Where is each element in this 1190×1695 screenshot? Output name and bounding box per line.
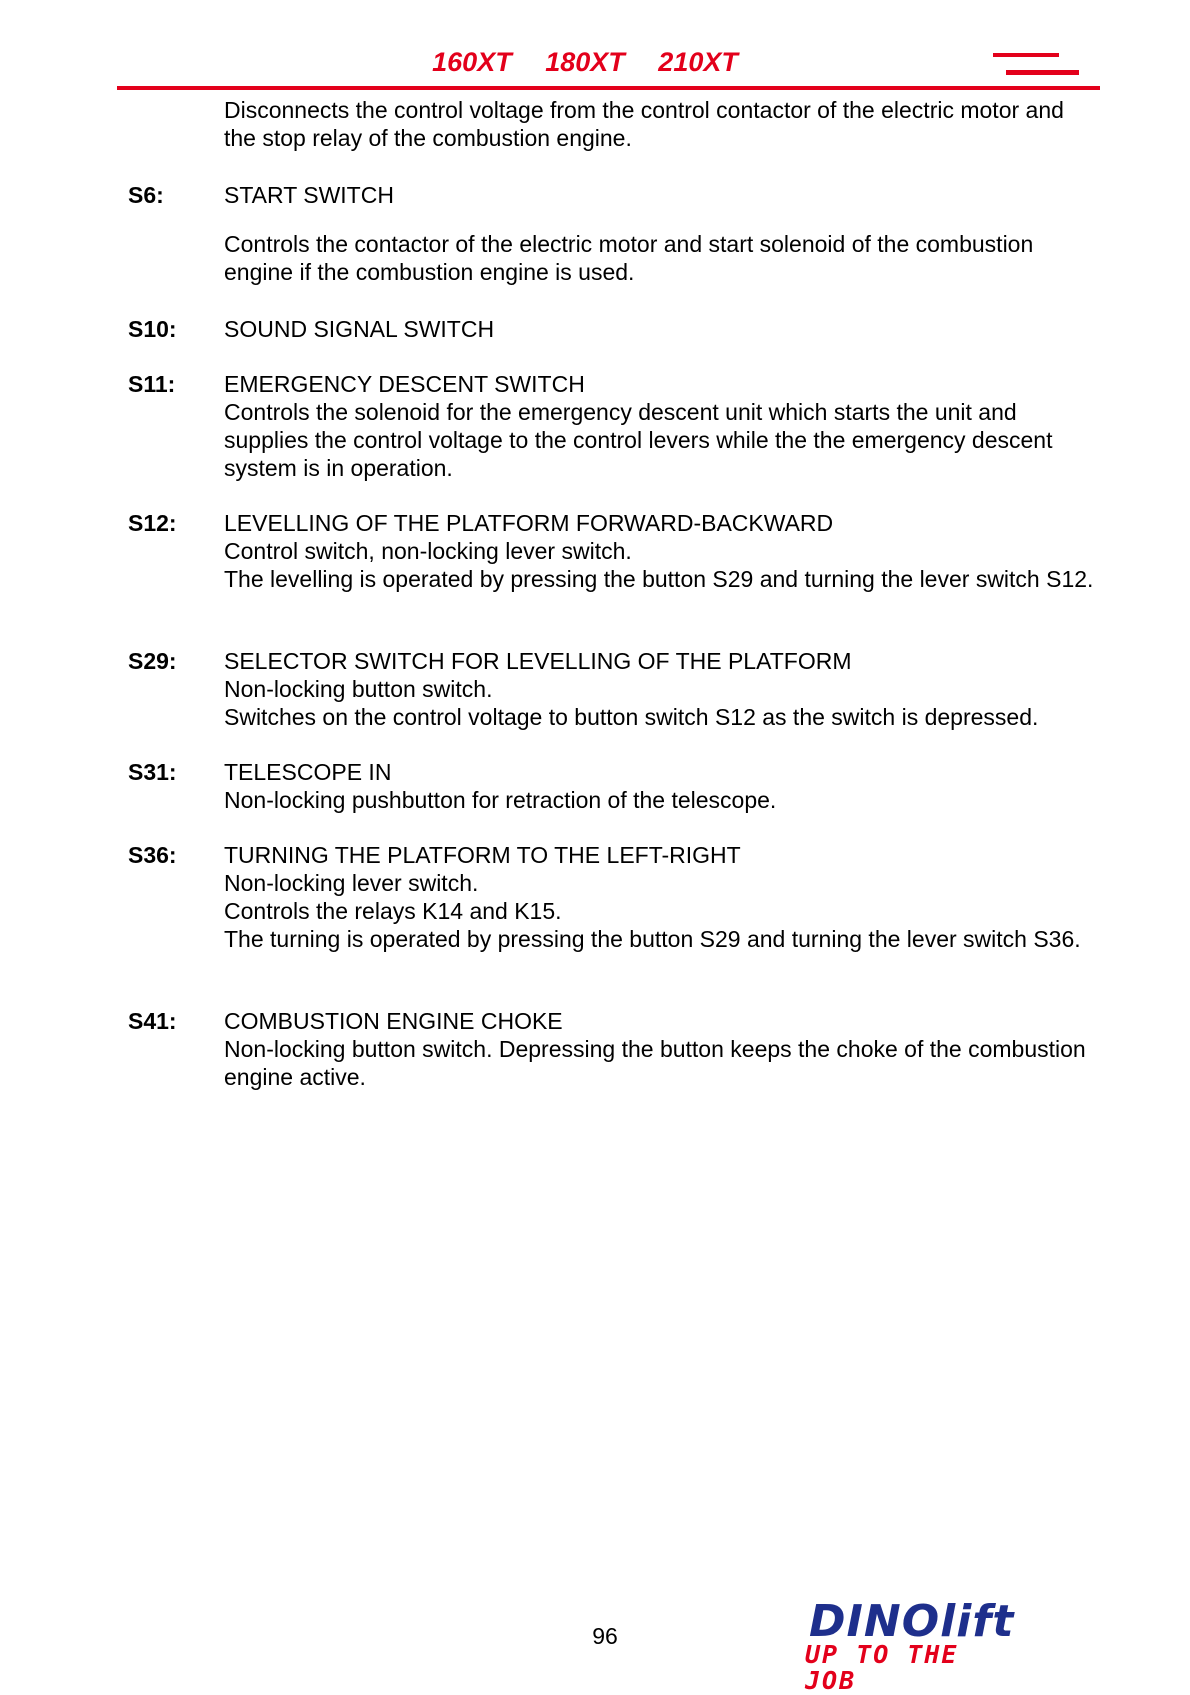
header-models [0, 47, 1170, 78]
switch-code: S36: [128, 842, 177, 868]
switch-title: COMBUSTION ENGINE CHOKE [224, 1008, 563, 1034]
switch-title: EMERGENCY DESCENT SWITCH [224, 371, 585, 397]
switch-description [224, 398, 1094, 482]
switch-code: S12: [128, 510, 177, 536]
switch-code: S29: [128, 648, 177, 674]
intro-paragraph: Disconnects the control voltage from the control contactor of the electric motor and the stop relay of the combustion engine. [224, 97, 1064, 151]
description-line: Non-locking pushbutton for retraction of the telescope. [224, 787, 777, 813]
description-line: Controls the contactor of the electric motor and start solenoid of the combustion engine if the combustion engine is used. [224, 231, 1034, 285]
page-number: 96 [592, 1623, 618, 1649]
description-line: Non-locking button switch. Depressing the button keeps the choke of the combustion engine active. [224, 1036, 1086, 1090]
switch-description [224, 869, 1094, 953]
logo-tagline: UP TO THE JOB [805, 1640, 959, 1695]
switch-description [224, 1035, 1094, 1091]
switch-title: LEVELLING OF THE PLATFORM FORWARD-BACKWARD [224, 510, 834, 536]
switch-description [224, 230, 1094, 286]
switch-title: START SWITCH [224, 182, 394, 208]
switch-code: S31: [128, 759, 177, 785]
switch-description [224, 786, 1094, 814]
description-line: Non-locking button switch. [224, 676, 493, 702]
switch-code: S41: [128, 1008, 177, 1034]
switch-title: SELECTOR SWITCH FOR LEVELLING OF THE PLATFORM [224, 648, 852, 674]
model-label: 180XT [545, 47, 625, 77]
description-line: Controls the solenoid for the emergency descent unit which starts the unit and supplies the control voltage to the control levers while the the emergency descent system is in operation. [224, 399, 1053, 481]
switch-description [224, 537, 1094, 593]
switch-code: S6: [128, 182, 164, 208]
model-label: 210XT [658, 47, 738, 77]
header-rule [117, 86, 1100, 90]
company-logo [805, 1596, 1015, 1695]
description-line: The turning is operated by pressing the button S29 and turning the lever switch S36. [224, 926, 1081, 952]
header-accent-line [993, 53, 1059, 57]
header-accent-line [1006, 70, 1079, 75]
switch-title: TELESCOPE IN [224, 759, 392, 785]
switch-title: SOUND SIGNAL SWITCH [224, 316, 495, 342]
switch-code: S11: [128, 371, 176, 397]
description-line: Controls the relays K14 and K15. [224, 898, 562, 924]
switch-description [224, 675, 1094, 731]
description-line: Control switch, non-locking lever switch. [224, 538, 632, 564]
switch-title: TURNING THE PLATFORM TO THE LEFT-RIGHT [224, 842, 741, 868]
switch-code: S10: [128, 316, 177, 342]
description-line: The levelling is operated by pressing the button S29 and turning the lever switch S12. [224, 566, 1094, 592]
model-label: 160XT [432, 47, 512, 77]
description-line: Switches on the control voltage to button switch S12 as the switch is depressed. [224, 704, 1039, 730]
description-line: Non-locking lever switch. [224, 870, 479, 896]
logo-wordmark: DINOlift [809, 1596, 1015, 1647]
